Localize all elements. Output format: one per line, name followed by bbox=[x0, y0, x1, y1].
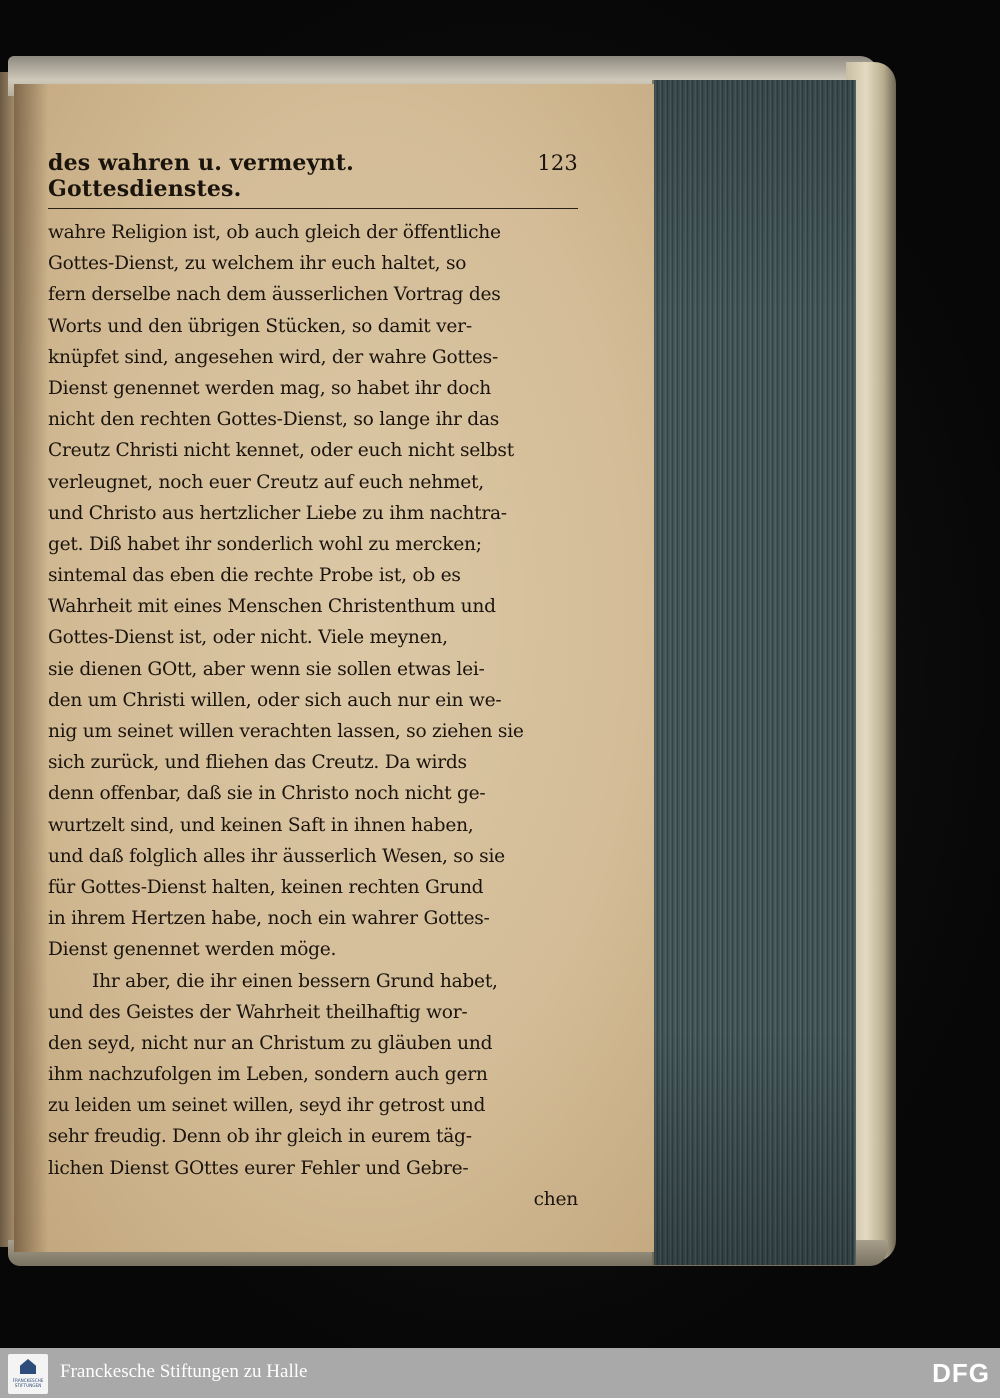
running-header bbox=[48, 150, 578, 209]
text-line: ihm nachzufolgen im Leben, sondern auch gern bbox=[48, 1064, 488, 1086]
text-line: Dienst genennet werden mag, so habet ihr doch bbox=[48, 377, 491, 399]
text-line: und des Geistes der Wahrheit theilhaftig wor- bbox=[48, 1001, 468, 1023]
text-line: sintemal das eben die rechte Probe ist, ob es bbox=[48, 565, 461, 587]
text-line: knüpfet sind, angesehen wird, der wahre Gottes- bbox=[48, 346, 498, 368]
text-line: und daß folglich alles ihr äusserlich Wesen, so sie bbox=[48, 845, 505, 867]
text-line: fern derselbe nach dem äusserlichen Vortrag des bbox=[48, 284, 501, 306]
text-line: Gottes-Dienst ist, oder nicht. Viele meynen, bbox=[48, 627, 448, 649]
page-text bbox=[48, 150, 578, 1215]
page-block-shade bbox=[652, 80, 854, 1265]
text-line: Worts und den übrigen Stücken, so damit ver- bbox=[48, 315, 472, 337]
running-title: des wahren u. vermeynt. Gottesdienstes. bbox=[48, 150, 355, 202]
text-line: wahre Religion ist, ob auch gleich der öffentliche bbox=[48, 222, 501, 243]
text-line: get. Diß habet ihr sonderlich wohl zu mercken; bbox=[48, 533, 482, 555]
text-line: nig um seinet willen verachten lassen, so ziehen sie bbox=[48, 721, 524, 742]
page-gutter-shadow bbox=[14, 84, 48, 1252]
text-line: für Gottes-Dienst halten, keinen rechten Grund bbox=[48, 876, 484, 898]
text-line: Creutz Christi nicht kennet, oder euch nicht selbst bbox=[48, 440, 514, 462]
text-lines bbox=[48, 217, 578, 1184]
text-line: nicht den rechten Gottes-Dienst, so lange ihr das bbox=[48, 409, 500, 431]
viewer-footer bbox=[0, 1348, 1000, 1398]
text-line: sie dienen GOtt, aber wenn sie sollen etwas lei- bbox=[48, 658, 485, 680]
text-line: Ihr aber, die ihr einen bessern Grund habet, bbox=[92, 970, 498, 992]
text-line: verleugnet, noch euer Creutz auf euch nehmet, bbox=[48, 471, 484, 493]
text-line: Dienst genennet werden möge. bbox=[48, 939, 337, 961]
institution-name[interactable]: Franckesche Stiftungen zu Halle bbox=[60, 1361, 308, 1382]
page-number: 123 bbox=[537, 151, 578, 175]
text-line: lichen Dienst GOttes eurer Fehler und Gebre- bbox=[48, 1157, 469, 1179]
institution-logo[interactable] bbox=[8, 1354, 48, 1394]
text-line: und Christo aus hertzlicher Liebe zu ihm nachtra- bbox=[48, 502, 507, 524]
logo-text: FRANCKESCHE STIFTUNGEN bbox=[12, 1378, 44, 1388]
text-line: den um Christi willen, oder sich auch nur ein we- bbox=[48, 689, 502, 711]
text-line: Gottes-Dienst, zu welchem ihr euch haltet, so bbox=[48, 253, 467, 275]
dfg-logo[interactable]: DFG bbox=[932, 1358, 990, 1388]
text-line: wurtzelt sind, und keinen Saft in ihnen haben, bbox=[48, 814, 474, 836]
text-line: sich zurück, und fliehen das Creutz. Da wirds bbox=[48, 752, 467, 774]
text-line: den seyd, nicht nur an Christum zu gläuben und bbox=[48, 1032, 493, 1054]
text-line: sehr freudig. Denn ob ihr gleich in eurem täg- bbox=[48, 1126, 472, 1148]
text-line: Wahrheit mit eines Menschen Christenthum und bbox=[48, 596, 496, 618]
catchword: chen bbox=[533, 1188, 578, 1210]
text-line: in ihrem Hertzen habe, noch ein wahrer Gottes- bbox=[48, 908, 490, 930]
house-icon bbox=[20, 1359, 36, 1374]
text-line: denn offenbar, daß sie in Christo noch nicht ge- bbox=[48, 783, 486, 805]
text-line: zu leiden um seinet willen, seyd ihr getrost und bbox=[48, 1095, 486, 1117]
